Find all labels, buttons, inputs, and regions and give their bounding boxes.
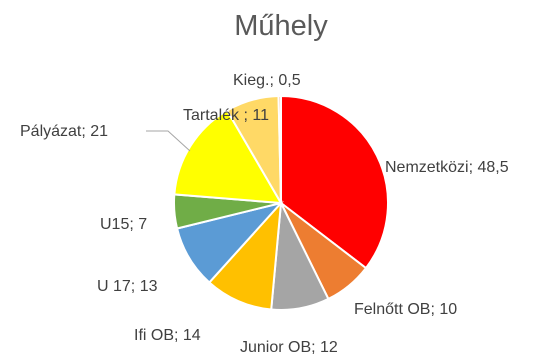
slice-label-ifi-ob: Ifi OB; 14 [134, 327, 201, 344]
chart-title: Műhely [234, 10, 328, 42]
slice-label-kieg: Kieg.; 0,5 [233, 72, 301, 89]
slice-label-u-17: U 17; 13 [97, 278, 158, 295]
slice-label-junior-ob: Junior OB; 12 [240, 339, 338, 355]
slice-label-tartal-k: Tartalék ; 11 [183, 107, 269, 124]
slice-label-u15: U15; 7 [100, 216, 148, 233]
pie-slices [174, 96, 388, 310]
leader-line-palyazat [146, 131, 190, 151]
leader-lines [146, 131, 190, 151]
slice-label-feln-tt-ob: Felnőtt OB; 10 [354, 301, 458, 318]
slice-label-nemzetk-zi: Nemzetközi; 48,5 [385, 159, 509, 176]
slice-label-p-ly-zat: Pályázat; 21 [20, 123, 109, 140]
